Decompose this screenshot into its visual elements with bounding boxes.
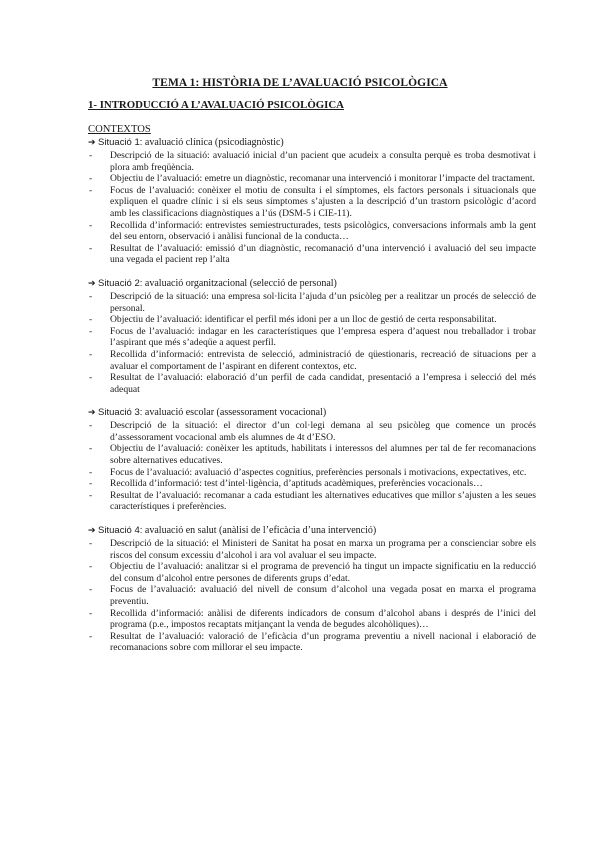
contexts-subheading: CONTEXTOS <box>88 124 151 135</box>
document-title: TEMA 1: HISTÒRIA DE L’AVALUACIÓ PSICOLÒGICA <box>152 77 448 89</box>
dash-bullet: - <box>89 466 93 478</box>
list-item: - Recollida d’informació: entrevistes semiestructurades, tests psicològics, conversacions informals amb la gent del seu entorn, observació i anàlisi funcional de la conducta… <box>89 219 536 243</box>
dash-bullet: - <box>89 150 93 161</box>
list-item: - Objectiu de l’avaluació: emetre un diagnòstic, recomanar una intervenció i monitorar l’impacte del tractament. <box>89 173 535 185</box>
dash-bullet: - <box>89 561 93 573</box>
list-item: - Recollida d’informació: entrevista de selecció, administració de qüestionaris, recreació de situacions per a avaluar el comportament de l’aspirant en diferent contextos, etc. <box>89 348 536 372</box>
list-item: - Recollida d’informació: test d’intel·ligència, d’aptituds acadèmiques, preferències vocacionals… <box>89 478 483 490</box>
situation-context: avaluació organitzacional (selecció de personal) <box>144 277 337 289</box>
dash-bullet: - <box>89 219 93 231</box>
dash-bullet: - <box>89 290 93 302</box>
situation-label: Situació 3: <box>98 407 143 419</box>
list-item: - Resultat de l’avaluació: recomanar a cada estudiant les alternatives educatives que millor s’ajusten a les seues característiques i preferències. <box>89 489 536 513</box>
list-item: - Objectiu de l’avaluació: conèixer les aptituds, habilitats i interessos del alumnes per tal de fer recomanacions sobre alternatives educatives. <box>89 443 536 467</box>
list-item: - Focus de l’avaluació: conèixer el motiu de consulta i el símptomes, els factors personals i situacionals que expliquen el quadre clínic i si els seus símptomes s’ajusten a la descripció d’un trastorn psicològic d’acord amb les classificacions diagnòstiques a l’ús (DSM-5 i CIE-11). <box>89 184 536 219</box>
arrow-icon: ➔ <box>88 138 96 148</box>
list-item: - Recollida d’informació: anàlisi de diferents indicadors de consum d’alcohol abans i després de l’inici del programa (p.e., impostos recaptats mitjançant la venda de begudes alcohòliques)… <box>89 607 536 631</box>
situation-1 <box>88 137 536 266</box>
list-item: - Focus de l’avaluació: avaluació del nivell de consum d’alcohol una vegada posat en marxa el programa preventiu. <box>89 584 536 607</box>
situation-label: Situació 2: <box>98 277 143 289</box>
dash-bullet: - <box>89 584 93 596</box>
dash-bullet: - <box>89 489 93 501</box>
dash-bullet: - <box>89 443 93 455</box>
situation-items <box>88 420 536 513</box>
list-item: - Objectiu de l’avaluació: identificar el perfil més idoni per a un lloc de gestió de certa responsabilitat. <box>89 314 497 326</box>
list-item: - Focus de l’avaluació: avaluació d’aspectes cognitius, preferències personals i motivacions, expectatives, etc. <box>89 466 527 478</box>
section-heading: 1- INTRODUCCIÓ A L’AVALUACIÓ PSICOLÒGICA <box>88 99 344 111</box>
dash-bullet: - <box>89 348 93 360</box>
list-item: - Objectiu de l’avaluació: analitzar si el programa de prevenció ha tingut un impacte significatiu en la reducció del consum d’alcohol entre persones de diferents grups d’edat. <box>89 561 536 584</box>
dash-bullet: - <box>89 607 93 619</box>
situation-2 <box>88 278 536 395</box>
situation-4 <box>88 525 536 654</box>
situation-heading <box>88 278 536 291</box>
arrow-icon: ➔ <box>88 408 96 419</box>
situation-items <box>88 150 536 266</box>
list-item: - Resultat de l’avaluació: elaboració d’un perfil de cada candidat, presentació a l’empresa i selecció del més adequat <box>89 372 536 395</box>
arrow-icon: ➔ <box>88 278 96 289</box>
situation-label: Situació 1: <box>98 137 143 148</box>
situation-context: avaluació en salut (anàlisi de l’eficàcia d’una intervenció) <box>144 525 377 537</box>
situation-context: avaluació clínica (psicodiagnòstic) <box>144 137 284 148</box>
list-item: - Descripció de la situació: avaluació inicial d’un pacient que acudeix a consulta perquè es troba desmotivat i plora amb freqüència. <box>89 150 536 173</box>
dash-bullet: - <box>89 420 93 432</box>
dash-bullet: - <box>89 478 93 490</box>
list-item: - Descripció de la situació: una empresa sol·licita l’ajuda d’un psicòleg per a realitzar un procés de selecció de personal. <box>89 290 536 314</box>
list-item: - Focus de l’avaluació: indagar en les característiques que l’empresa espera d’aquest nou treballador i trobar l’aspirant que més s’adeqüe a aquest perfil. <box>89 325 536 349</box>
dash-bullet: - <box>89 630 93 642</box>
situation-heading <box>88 137 536 150</box>
situation-3 <box>88 407 536 513</box>
dash-bullet: - <box>89 538 93 550</box>
situation-heading <box>88 525 536 538</box>
situation-items <box>88 291 536 395</box>
situation-items <box>88 538 536 654</box>
situation-context: avaluació escolar (assessorament vocacional) <box>144 407 327 419</box>
list-item: - Descripció de la situació: el Ministeri de Sanitat ha posat en marxa un programa per a conscienciar sobre els riscos del consum excessiu d’alcohol i ara vol avaluar el seu impacte. <box>89 538 536 561</box>
list-item: - Descripció de la situació: el director d’un col·legi demana al seu psicòleg que comence un procés d’assessorament vocacional amb els alumnes de 4t d’ESO. <box>89 420 536 443</box>
dash-bullet: - <box>89 242 93 254</box>
list-item: - Resultat de l’avaluació: valoració de l’eficàcia d’un programa preventiu a nivell nacional i elaboració de recomanacions sobre com millorar el seu impacte. <box>89 630 536 654</box>
dash-bullet: - <box>89 314 93 326</box>
arrow-icon: ➔ <box>88 526 96 537</box>
dash-bullet: - <box>89 325 93 337</box>
situations-list <box>88 137 536 666</box>
list-item: - Resultat de l’avaluació: emissió d’un diagnòstic, recomanació d’una intervenció i avaluació del seu impacte una vegada el pacient rep l’alta <box>89 242 536 266</box>
dash-bullet: - <box>89 184 93 196</box>
dash-bullet: - <box>89 173 93 185</box>
situation-heading <box>88 407 536 420</box>
dash-bullet: - <box>89 372 93 384</box>
situation-label: Situació 4: <box>98 525 143 537</box>
